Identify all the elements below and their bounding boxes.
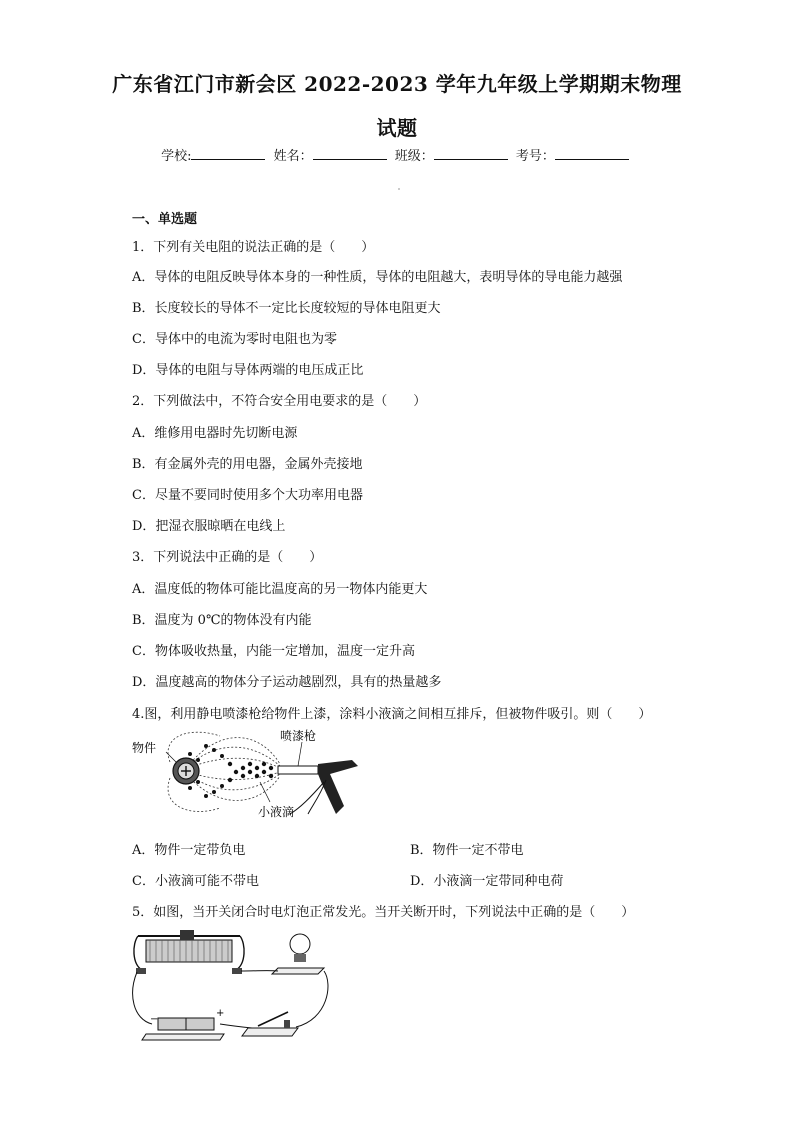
q2-option-a: A．维修用电器时先切断电源 — [132, 426, 298, 441]
fig-label-droplet: 小液滴 — [258, 805, 295, 819]
q1-option-a: A．导体的电阻反映导体本身的一种性质，导体的电阻越大，表明导体的导电能力越强 — [132, 270, 623, 285]
q1-option-b: B．长度较长的导体不一定比长度较短的导体电阻更大 — [132, 301, 441, 316]
q4-option-d: D．小液滴一定带同种电荷 — [410, 874, 564, 889]
school-label: 学校: — [161, 149, 192, 164]
q3-option-d: D．温度越高的物体分子运动越剧烈，具有的热量越多 — [132, 675, 442, 690]
name-blank[interactable] — [313, 147, 387, 160]
section-heading: 一、单选题 — [132, 212, 198, 227]
q4-spray-gun-figure — [130, 726, 380, 826]
document-title-line2: 试题 — [376, 116, 418, 140]
number-blank[interactable] — [555, 147, 629, 160]
fig-label-gun: 喷漆枪 — [280, 729, 317, 743]
document-title-line1: 广东省江门市新会区 2022-2023 学年九年级上学期期末物理 — [112, 72, 682, 96]
q2-option-b: B．有金属外壳的用电器，金属外壳接地 — [132, 457, 363, 472]
class-blank[interactable] — [434, 147, 508, 160]
q4-stem: 4.图，利用静电喷漆枪给物件上漆，涂料小液滴之间相互排斥，但被物件吸引。则（ ） — [132, 707, 652, 722]
q4-option-b: B．物件一定不带电 — [410, 843, 524, 858]
svg-text:+: + — [216, 1008, 225, 1019]
svg-text:−: − — [150, 1014, 159, 1025]
school-blank[interactable] — [191, 147, 265, 160]
center-dot — [398, 188, 400, 190]
q1-option-d: D．导体的电阻与导体两端的电压成正比 — [132, 363, 364, 378]
q3-option-b: B．温度为 0℃的物体没有内能 — [132, 613, 312, 628]
q4-option-c: C．小液滴可能不带电 — [132, 874, 259, 889]
class-label: 班级： — [394, 149, 434, 164]
q3-stem: 3．下列说法中正确的是（ ） — [132, 550, 323, 565]
q1-option-c: C．导体中的电流为零时电阻也为零 — [132, 332, 337, 347]
q3-option-c: C．物体吸收热量，内能一定增加，温度一定升高 — [132, 644, 415, 659]
q4-option-a: A．物件一定带负电 — [132, 843, 246, 858]
number-label: 考号： — [515, 149, 555, 164]
student-info-row — [0, 145, 794, 164]
q1-stem: 1．下列有关电阻的说法正确的是（ ） — [132, 240, 375, 255]
name-label: 姓名： — [273, 149, 313, 164]
q5-stem: 5．如图，当开关闭合时电灯泡正常发光。当开关断开时，下列说法中正确的是（ ） — [132, 905, 635, 920]
fig-label-object: 物件 — [132, 741, 157, 755]
q2-stem: 2．下列做法中，不符合安全用电要求的是（ ） — [132, 394, 427, 409]
q3-option-a: A．温度低的物体可能比温度高的另一物体内能更大 — [132, 582, 428, 597]
q5-circuit-figure — [128, 924, 338, 1044]
q2-option-d: D．把湿衣服晾晒在电线上 — [132, 519, 286, 534]
q2-option-c: C．尽量不要同时使用多个大功率用电器 — [132, 488, 363, 503]
